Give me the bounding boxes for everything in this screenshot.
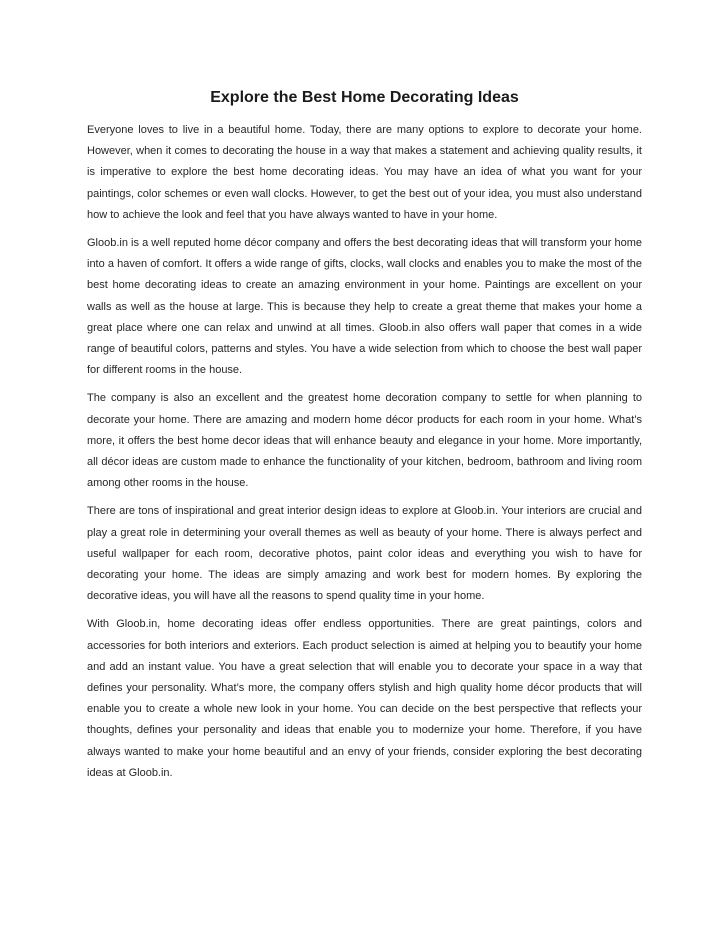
paragraph-interior: There are tons of inspirational and great interior design ideas to explore at Gloob.in. Your interiors are crucial and play a great role in determining your overall themes as well as beauty of your home. There is always perfect and useful wallpaper for each room, decorative photos, paint color ideas and everything you wish to have for decorating your home. The ideas are simply amazing and work best for modern homes. By exploring the decorative ideas, you will have all the reasons to spend quality time in your home. — [87, 505, 642, 603]
paragraph-decoration: The company is also an excellent and the greatest home decoration company to settle for when planning to decorate your home. There are amazing and modern home décor products for each room in your home. What’s more, it offers the best home decor ideas that will enhance beauty and elegance in your home. More importantly, all décor ideas are custom made to enhance the functionality of your kitchen, bedroom, bathroom and living room among other rooms in the house. — [87, 392, 642, 490]
paragraph-opportunities: With Gloob.in, home decorating ideas offer endless opportunities. There are great paintings, colors and accessories for both interiors and exteriors. Each product selection is aimed at helping you to beautify your home and add an instant value. You have a great selection that will enable you to decorate your space in a way that defines your personality. What’s more, the company offers stylish and high quality home décor products that will enable you to create a whole new look in your home. You can decide on the best perspective that reflects your thoughts, defines your personality and ideas that enable you to modernize your home. Therefore, if you have always wanted to make your home beautiful and an envy of your friends, consider exploring the best decorating ideas at Gloob.in. — [87, 618, 642, 779]
paragraph-company: Gloob.in is a well reputed home décor company and offers the best decorating ideas that will transform your home into a haven of comfort. It offers a wide range of gifts, clocks, wall clocks and enables you to make the most of the best home decorating ideas to create an amazing environment in your home. Paintings are excellent on your walls as well as the house at large. This is because they help to create a great theme that makes your home a great place where one can relax and unwind at all times. Gloob.in also offers wall paper that comes in a wide range of beautiful colors, patterns and styles. You have a wide selection from which to choose the best wall paper for different rooms in the house. — [87, 237, 642, 377]
paragraph-intro: Everyone loves to live in a beautiful home. Today, there are many options to explore to decorate your home. However, when it comes to decorating the house in a way that makes a statement and achieving quality results, it is imperative to explore the best home decorating ideas. You may have an idea of what you want for your paintings, color schemes or even wall clocks. However, to get the best out of your idea, you must also understand how to achieve the look and feel that you have always wanted to have in your home. — [87, 124, 642, 221]
document-page — [87, 88, 642, 791]
document-title: Explore the Best Home Decorating Ideas — [210, 89, 519, 106]
